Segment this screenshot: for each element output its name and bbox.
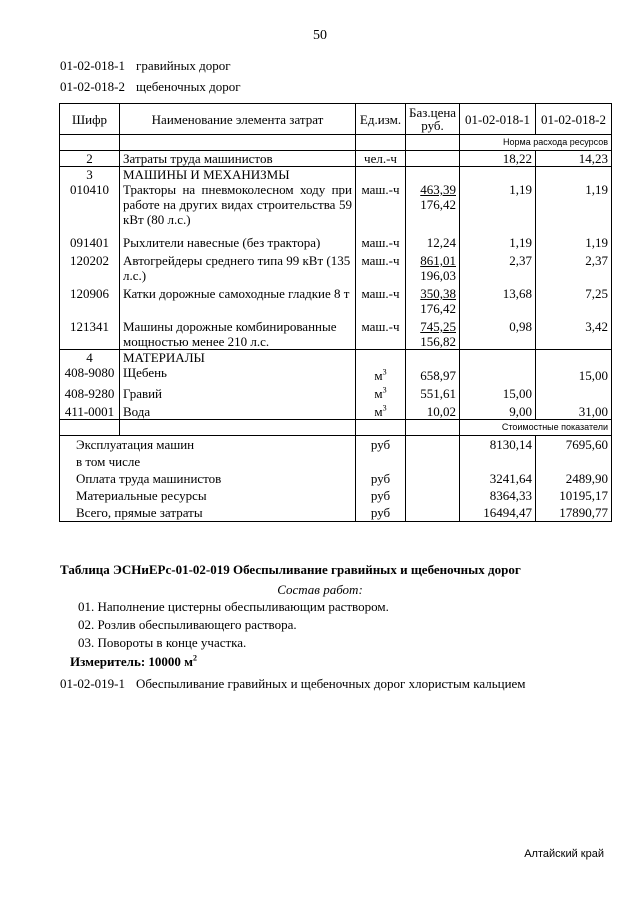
row-price: 861,01 xyxy=(420,253,456,268)
total-name: в том числе xyxy=(60,453,356,470)
row-code: 120202 xyxy=(60,250,120,283)
row-v2: 31,00 xyxy=(536,401,612,420)
row-v1: 0,98 xyxy=(460,316,536,350)
row-v2 xyxy=(536,383,612,401)
row-name: Щебень xyxy=(120,365,356,383)
row-unit: маш.-ч xyxy=(356,227,406,250)
row-code: 010410 xyxy=(60,182,120,227)
total-name: Материальные ресурсы xyxy=(60,487,356,504)
row-code: 408-9080 xyxy=(60,365,120,383)
row-price-labor: 176,42 xyxy=(420,197,456,212)
row-v1: 13,68 xyxy=(460,283,536,316)
work-item: 03. Повороты в конце участка. xyxy=(78,635,247,650)
col-header-unit: Ед.изм. xyxy=(356,104,406,135)
unit-sup: 3 xyxy=(382,403,387,413)
total-v2: 7695,60 xyxy=(536,436,612,454)
col-header-v1: 01-02-018-1 xyxy=(460,104,536,135)
variant-name: гравийных дорог xyxy=(136,58,231,73)
row-name: Гравий xyxy=(120,383,356,401)
total-name: Эксплуатация машин xyxy=(60,436,356,454)
table-row xyxy=(60,383,612,401)
total-name: Оплата труда машинистов xyxy=(60,470,356,487)
row-v2: 15,00 xyxy=(536,365,612,383)
row-v1: 9,00 xyxy=(460,401,536,420)
total-unit: руб xyxy=(356,504,406,522)
table-row xyxy=(60,401,612,420)
unit-sup: 3 xyxy=(382,367,387,377)
page-number: 50 xyxy=(313,28,327,43)
row-v1: 1,19 xyxy=(460,182,536,227)
col-header-price: Баз.цена руб. xyxy=(406,104,460,135)
row-code: 091401 xyxy=(60,227,120,250)
row-name: Тракторы на пневмоколесном ходу при работе на других видах строительства 59 кВт (80 л.с.) xyxy=(120,182,356,227)
resource-table xyxy=(59,103,612,522)
unit-sup: 3 xyxy=(382,385,387,395)
section-title: МАТЕРИАЛЫ xyxy=(120,350,356,366)
works-subtitle: Состав работ: xyxy=(277,582,363,597)
total-v1: 8364,33 xyxy=(460,487,536,504)
total-unit: руб xyxy=(356,470,406,487)
norm-caption: Норма расхода ресурсов xyxy=(460,135,612,151)
measure-line xyxy=(70,654,197,670)
row-v1 xyxy=(460,365,536,383)
row-price: 745,25 xyxy=(420,319,456,334)
row-v1: 2,37 xyxy=(460,250,536,283)
col-header-v2: 01-02-018-2 xyxy=(536,104,612,135)
row-price: 10,02 xyxy=(406,401,460,420)
total-name: Всего, прямые затраты xyxy=(60,504,356,522)
norm-caption-row xyxy=(60,135,612,151)
region-footer: Алтайский край xyxy=(524,848,604,860)
table-header-row xyxy=(60,104,612,135)
row-unit: маш.-ч xyxy=(356,316,406,350)
section-row xyxy=(60,167,612,183)
section-code: 4 xyxy=(60,350,120,366)
work-item: 01. Наполнение цистерны обеспыливающим раствором. xyxy=(78,599,389,614)
row-v2: 14,23 xyxy=(536,151,612,167)
row-unit xyxy=(356,383,406,401)
table-row xyxy=(60,151,612,167)
row-price: 551,61 xyxy=(406,383,460,401)
row-price-labor: 196,03 xyxy=(420,268,456,283)
total-v1: 3241,64 xyxy=(460,470,536,487)
row-code: 121341 xyxy=(60,316,120,350)
row-name: Автогрейдеры среднего типа 99 кВт (135 л.с.) xyxy=(120,250,356,283)
table-row xyxy=(60,182,612,227)
variant-line-2 xyxy=(60,79,241,95)
total-v1: 16494,47 xyxy=(460,504,536,522)
total-row xyxy=(60,504,612,522)
row-v1: 1,19 xyxy=(460,227,536,250)
row-code: 411-0001 xyxy=(60,401,120,420)
table-row xyxy=(60,365,612,383)
row-unit: маш.-ч xyxy=(356,182,406,227)
variant-code: 01-02-018-2 xyxy=(60,79,125,94)
measure-text: Измеритель: 10000 м xyxy=(70,654,194,669)
row-v2: 3,42 xyxy=(536,316,612,350)
table-row xyxy=(60,227,612,250)
section-title: МАШИНЫ И МЕХАНИЗМЫ xyxy=(120,167,356,183)
variant-name: щебеночных дорог xyxy=(136,79,241,94)
row-unit: чел.-ч xyxy=(356,151,406,167)
row-v2: 1,19 xyxy=(536,227,612,250)
row-code: 408-9280 xyxy=(60,383,120,401)
total-row xyxy=(60,453,612,470)
unit-text: м xyxy=(374,368,383,383)
variant-code: 01-02-018-1 xyxy=(60,58,125,73)
row-name: Вода xyxy=(120,401,356,420)
row-price: 350,38 xyxy=(420,286,456,301)
row-name: Машины дорожные комбинированные мощностью менее 210 л.с. xyxy=(120,316,356,350)
row-unit xyxy=(356,401,406,420)
row-v1: 15,00 xyxy=(460,383,536,401)
cost-caption-row xyxy=(60,420,612,436)
unit-text: м xyxy=(374,404,383,419)
row-unit: маш.-ч xyxy=(356,250,406,283)
row-price xyxy=(406,151,460,167)
total-unit: руб xyxy=(356,436,406,454)
row-price: 658,97 xyxy=(406,365,460,383)
total-v1: 8130,14 xyxy=(460,436,536,454)
measure-sup: 2 xyxy=(193,653,198,663)
total-v2: 10195,17 xyxy=(536,487,612,504)
total-v2: 2489,90 xyxy=(536,470,612,487)
variant-code: 01-02-019-1 xyxy=(60,676,125,691)
row-v1: 18,22 xyxy=(460,151,536,167)
table-row xyxy=(60,316,612,350)
col-header-name: Наименование элемента затрат xyxy=(120,104,356,135)
total-v2: 17890,77 xyxy=(536,504,612,522)
work-item: 02. Розлив обеспыливающего раствора. xyxy=(78,617,297,632)
next-variant-line xyxy=(60,676,526,692)
total-row xyxy=(60,470,612,487)
total-unit: руб xyxy=(356,487,406,504)
row-v2: 7,25 xyxy=(536,283,612,316)
row-price-labor: 156,82 xyxy=(420,334,456,349)
row-v2: 2,37 xyxy=(536,250,612,283)
total-row xyxy=(60,487,612,504)
table-row xyxy=(60,283,612,316)
section-code: 3 xyxy=(60,167,120,183)
row-v2: 1,19 xyxy=(536,182,612,227)
variant-line-1 xyxy=(60,58,231,74)
next-table-title: Таблица ЭСНиЕРс-01-02-019 Обеспыливание гравийных и щебеночных дорог xyxy=(60,562,521,577)
row-unit: маш.-ч xyxy=(356,283,406,316)
unit-text: м xyxy=(374,386,383,401)
row-price: 12,24 xyxy=(406,227,460,250)
col-header-code: Шифр xyxy=(60,104,120,135)
cost-caption: Стоимостные показатели xyxy=(460,420,612,436)
variant-name: Обеспыливание гравийных и щебеночных дорог хлористым кальцием xyxy=(136,676,526,691)
row-name: Затраты труда машинистов xyxy=(120,151,356,167)
row-price: 463,39 xyxy=(420,182,456,197)
row-price-labor: 176,42 xyxy=(420,301,456,316)
total-row xyxy=(60,436,612,454)
row-unit xyxy=(356,365,406,383)
table-row xyxy=(60,250,612,283)
row-name: Катки дорожные самоходные гладкие 8 т xyxy=(120,283,356,316)
row-name: Рыхлители навесные (без трактора) xyxy=(120,227,356,250)
row-code: 2 xyxy=(60,151,120,167)
section-row xyxy=(60,350,612,366)
row-code: 120906 xyxy=(60,283,120,316)
